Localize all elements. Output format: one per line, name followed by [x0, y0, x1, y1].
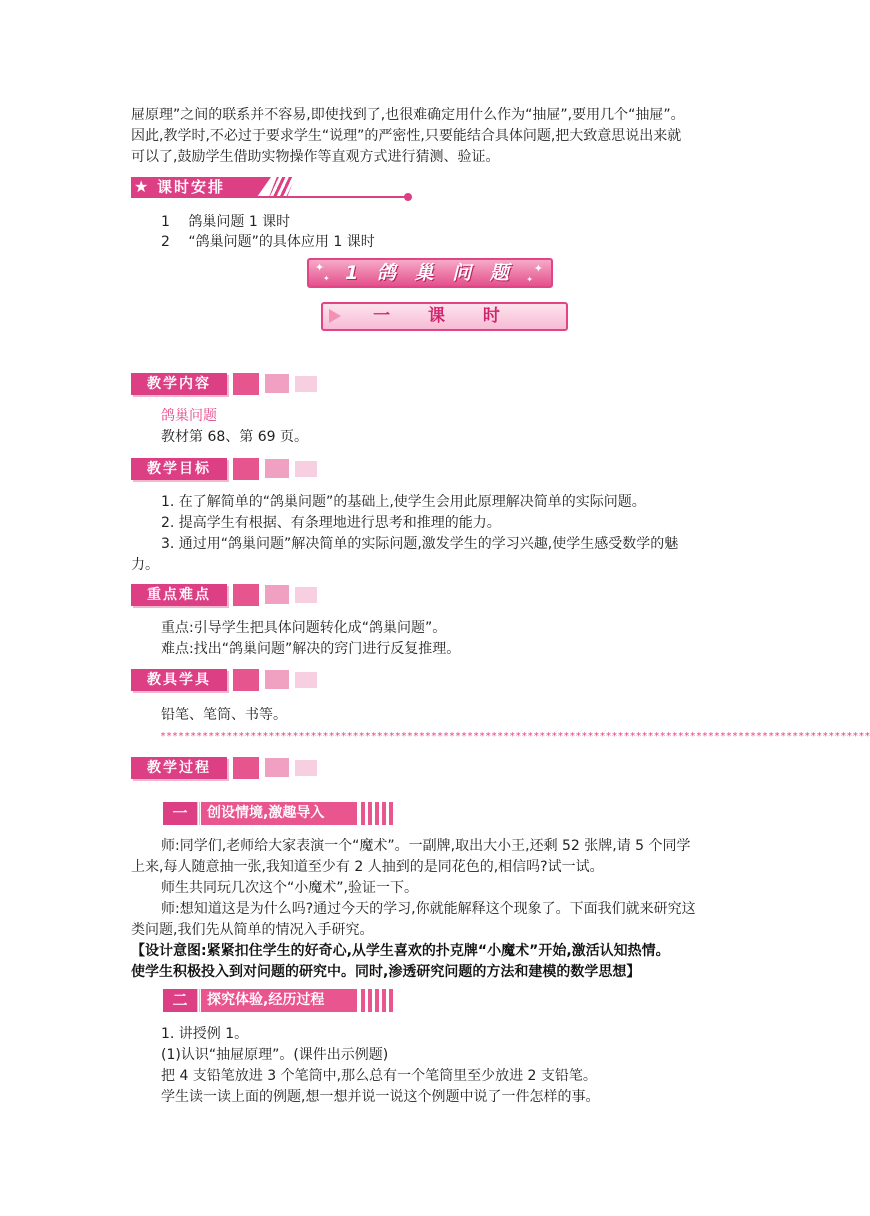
step2-paragraph: 学生读一读上面的例题,想一想并说一说这个例题中说了一件怎样的事。: [161, 1089, 600, 1105]
step-header-2: [163, 989, 395, 1012]
section-header-goals: [131, 457, 317, 480]
section-label: 教学过程: [131, 757, 227, 779]
step-header-1: [163, 802, 395, 825]
section-square: [265, 585, 289, 604]
intro-line-1: 屉原理”之间的联系并不容易,即使找到了,也很难确定用什么作为“抽屉”,要用几个“抽屉”。: [131, 107, 685, 123]
step1-paragraph: 师:想知道这是为什么吗?通过今天的学习,你就能解释这个现象了。下面我们就来研究这: [161, 901, 696, 917]
goal-item: 3. 通过用“鸽巢问题”解决简单的实际问题,激发学生的学习兴趣,使学生感受数学的魅: [161, 536, 679, 552]
lesson-period: 一 课 时: [373, 306, 516, 326]
section-label: 教学目标: [131, 458, 227, 480]
schedule-dot: [404, 193, 412, 201]
schedule-item-text: “鸽巢问题”的具体应用 1 课时: [188, 234, 375, 250]
section-square: [265, 374, 289, 393]
section-square: [265, 459, 289, 478]
key-difficulty: 难点:找出“鸽巢问题”解决的窍门进行反复推理。: [161, 641, 461, 657]
content-pages: 教材第 68、第 69 页。: [161, 429, 308, 445]
schedule-item-1: [161, 212, 290, 233]
lesson-title: 1 鸽 巢 问 题: [345, 262, 515, 284]
star-icon: ★: [134, 177, 149, 196]
section-label: 重点难点: [131, 584, 227, 606]
sparkle-icon: ✦: [526, 275, 533, 284]
section-label: 教具学具: [131, 669, 227, 691]
intro-line-3: 可以了,鼓励学生借助实物操作等直观方式进行猜测、验证。: [131, 149, 500, 165]
section-square: [233, 669, 259, 691]
schedule-stripes: [269, 177, 295, 197]
lesson-title-banner: [307, 258, 553, 288]
section-square: [295, 376, 317, 392]
step-number: [163, 989, 197, 1012]
section-square: [233, 458, 259, 480]
step1-paragraph: 师生共同玩几次这个“小魔术”,验证一下。: [161, 880, 418, 896]
schedule-item-number: 1: [161, 214, 170, 230]
step-title: 探究体验,经历过程: [201, 989, 357, 1012]
step-title: 创设情境,激趣导入: [201, 802, 357, 825]
section-square: [233, 373, 259, 395]
schedule-item-text: 鸽巢问题 1 课时: [188, 214, 291, 230]
tools-text: 铅笔、笔筒、书等。: [161, 707, 287, 723]
section-square: [265, 758, 289, 777]
sparkle-icon: ✦: [533, 262, 543, 275]
section-header-process: [131, 756, 317, 779]
step-number-text: 二: [172, 991, 188, 1009]
key-focus: 重点:引导学生把具体问题转化成“鸽巢问题”。: [161, 620, 447, 636]
step-number-text: 一: [172, 804, 188, 822]
step2-paragraph: 1. 讲授例 1。: [161, 1026, 249, 1042]
step1-paragraph: 师:同学们,老师给大家表演一个“魔术”。一副牌,取出大小王,还剩 52 张牌,请 5 个同学: [161, 838, 691, 854]
section-header-tools: [131, 668, 317, 691]
step-stripes: [361, 989, 395, 1012]
section-square: [265, 670, 289, 689]
step1-paragraph: 上来,每人随意抽一张,我知道至少有 2 人抽到的是同花色的,相信吗?试一试。: [131, 859, 604, 875]
section-square: [233, 584, 259, 606]
section-square: [295, 760, 317, 776]
design-intent-line-1: 【设计意图:紧紧扣住学生的好奇心,从学生喜欢的扑克牌“小魔术”开始,激活认知热情。: [131, 943, 670, 959]
schedule-title: 课时安排: [157, 178, 226, 196]
schedule-underline: [131, 196, 407, 198]
section-label: 教学内容: [131, 373, 227, 395]
sparkle-icon: ✦: [323, 274, 330, 283]
schedule-header: [131, 177, 413, 201]
goal-item-continued: 力。: [131, 557, 159, 573]
design-intent-line-2: 使学生积极投入到对问题的研究中。同时,渗透研究问题的方法和建模的数学思想】: [131, 964, 641, 980]
content-topic: 鸽巢问题: [161, 408, 217, 424]
star-divider: **********************************************************************************************************************: [160, 731, 870, 742]
step1-paragraph: 类问题,我们先从简单的情况入手研究。: [131, 922, 374, 938]
schedule-item-number: 2: [161, 234, 170, 250]
goal-item: 2. 提高学生有根据、有条理地进行思考和推理的能力。: [161, 515, 501, 531]
section-square: [233, 757, 259, 779]
sparkle-icon: ✦: [315, 261, 325, 274]
goal-item: 1. 在了解简单的“鸽巢问题”的基础上,使学生会用此原理解决简单的实际问题。: [161, 494, 646, 510]
section-square: [295, 461, 317, 477]
section-square: [295, 587, 317, 603]
section-square: [295, 672, 317, 688]
step2-paragraph: (1)认识“抽屉原理”。(课件出示例题): [161, 1047, 389, 1063]
step-stripes: [361, 802, 395, 825]
intro-line-2: 因此,教学时,不必过于要求学生“说理”的严密性,只要能结合具体问题,把大致意思说出来就: [131, 128, 682, 144]
lesson-period-banner: [321, 302, 568, 331]
section-header-key: [131, 583, 317, 606]
step-number: [163, 802, 197, 825]
section-header-content: [131, 372, 317, 395]
schedule-item-2: [161, 232, 375, 253]
step2-paragraph: 把 4 支铅笔放进 3 个笔筒中,那么总有一个笔筒里至少放进 2 支铅笔。: [161, 1068, 597, 1084]
